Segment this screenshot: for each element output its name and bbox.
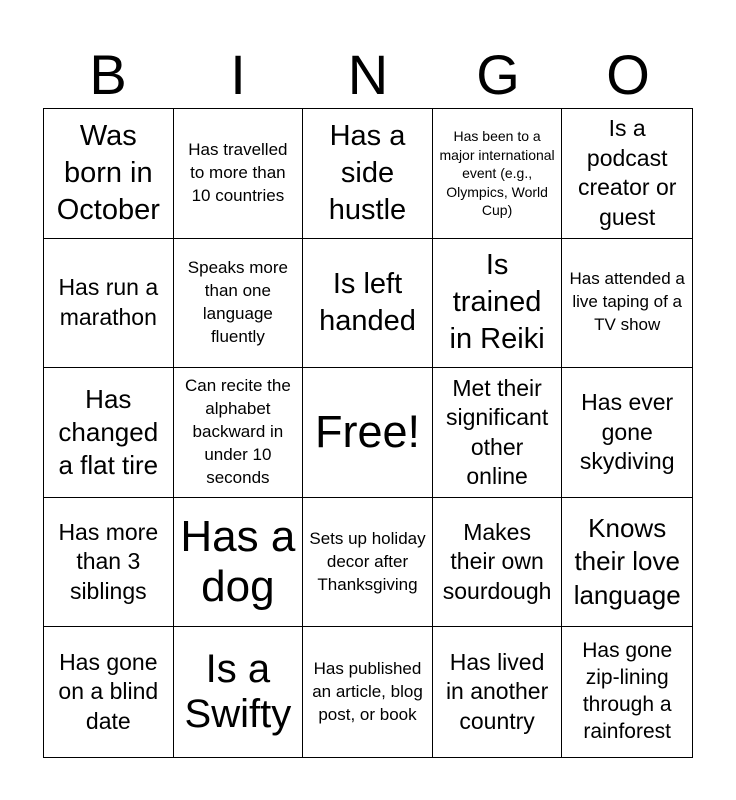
- bingo-cell[interactable]: [562, 368, 692, 498]
- cell-text: Has attended a live taping of a TV show: [569, 269, 685, 335]
- bingo-cell[interactable]: [433, 109, 563, 239]
- cell-text: Has a dog: [180, 511, 296, 612]
- cell-text: Speaks more than one language fluently: [187, 258, 288, 346]
- bingo-cell[interactable]: [174, 109, 304, 239]
- bingo-cell[interactable]: [303, 627, 433, 757]
- free-space-cell[interactable]: [303, 368, 433, 498]
- cell-text: Has ever gone skydiving: [579, 389, 675, 475]
- bingo-cell[interactable]: [44, 627, 174, 757]
- cell-text: Sets up holiday decor after Thanksgiving: [309, 528, 426, 594]
- bingo-cell[interactable]: [44, 239, 174, 369]
- bingo-cell[interactable]: [174, 368, 304, 498]
- bingo-header: [43, 42, 693, 108]
- cell-text: Knows their love language: [573, 513, 681, 610]
- bingo-cell[interactable]: [433, 498, 563, 628]
- cell-text: Has gone on a blind date: [58, 649, 159, 734]
- bingo-cell[interactable]: [433, 239, 563, 369]
- bingo-cell[interactable]: [303, 239, 433, 369]
- cell-text: Is left handed: [319, 267, 416, 337]
- bingo-cell[interactable]: [44, 498, 174, 628]
- header-letter-i: I: [230, 43, 246, 106]
- header-letter-o: O: [606, 43, 650, 106]
- cell-text: Has run a marathon: [58, 274, 159, 330]
- header-letter-n: N: [347, 43, 389, 106]
- bingo-cell[interactable]: [174, 239, 304, 369]
- bingo-cell[interactable]: [433, 368, 563, 498]
- cell-text: Makes their own sourdough: [442, 518, 552, 604]
- cell-text: Has lived in another country: [445, 649, 549, 734]
- header-letter-g: G: [476, 43, 520, 106]
- cell-text: Can recite the alphabet backward in under 10 seconds: [184, 376, 291, 487]
- cell-text: Has a side hustle: [328, 119, 407, 226]
- bingo-cell[interactable]: [562, 498, 692, 628]
- bingo-board: [43, 108, 693, 758]
- cell-text: Is a Swifty: [184, 646, 292, 737]
- bingo-cell[interactable]: [174, 627, 304, 757]
- bingo-cell[interactable]: [433, 627, 563, 757]
- bingo-cell[interactable]: [44, 368, 174, 498]
- cell-text: Has travelled to more than 10 countries: [188, 139, 288, 205]
- bingo-cell[interactable]: [562, 627, 692, 757]
- cell-text: Is a podcast creator or guest: [577, 115, 677, 230]
- cell-text: Has published an article, blog post, or book: [312, 658, 423, 724]
- bingo-cell[interactable]: [174, 498, 304, 628]
- cell-text: Has been to a major international event (e.g., Olympics, World Cup): [439, 128, 555, 218]
- free-space-text: Free!: [314, 406, 420, 458]
- bingo-cell[interactable]: [562, 109, 692, 239]
- bingo-cell[interactable]: [303, 109, 433, 239]
- bingo-cell[interactable]: [303, 498, 433, 628]
- cell-text: Has more than 3 siblings: [58, 518, 159, 604]
- cell-text: Has gone zip-lining through a rainforest: [582, 639, 673, 744]
- cell-text: Is trained in Reiki: [449, 249, 545, 356]
- bingo-cell[interactable]: [562, 239, 692, 369]
- cell-text: Was born in October: [56, 119, 160, 226]
- header-letter-b: B: [89, 43, 127, 106]
- bingo-cell[interactable]: [44, 109, 174, 239]
- cell-text: Met their significant other online: [445, 374, 549, 489]
- cell-text: Has changed a flat tire: [58, 383, 159, 481]
